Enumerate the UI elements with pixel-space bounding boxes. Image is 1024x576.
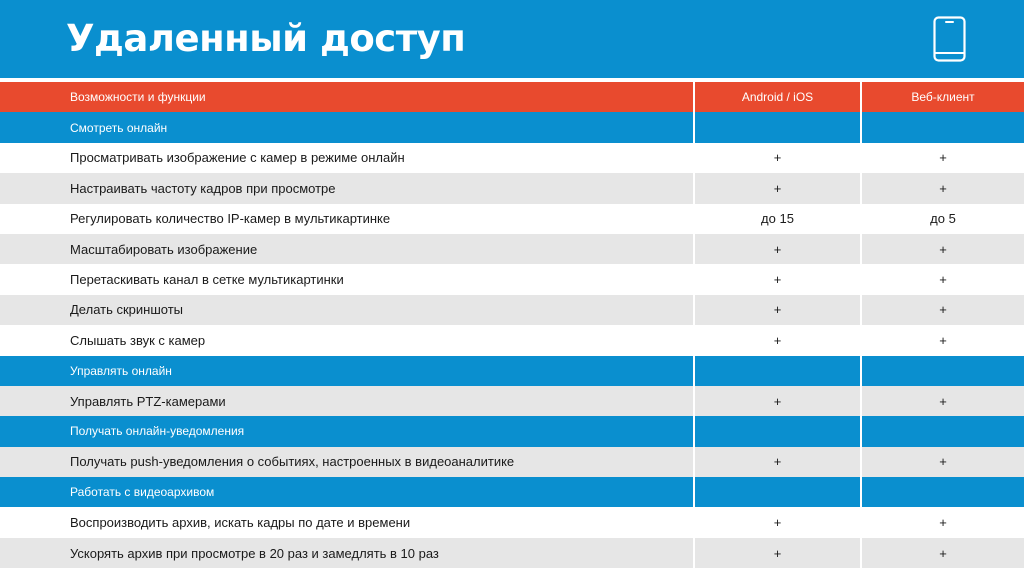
features-table — [0, 82, 1024, 568]
mobile-cell: + — [695, 386, 860, 416]
feature-cell: Настраивать частоту кадров при просмотре — [0, 173, 693, 203]
feature-cell: Перетаскивать канал в сетке мультикартинки — [0, 264, 693, 294]
page-title: Удаленный доступ — [66, 17, 466, 60]
web-cell: + — [862, 295, 1024, 325]
feature-cell: Регулировать количество IP-камер в мультикартинке — [0, 204, 693, 234]
feature-cell: Получать онлайн-уведомления — [0, 416, 693, 446]
table-row — [0, 204, 1024, 234]
web-cell: + — [862, 507, 1024, 537]
mobile-cell: + — [695, 143, 860, 173]
web-cell: + — [862, 325, 1024, 355]
mobile-cell: + — [695, 234, 860, 264]
table-row — [0, 447, 1024, 477]
smartphone-icon — [933, 16, 966, 62]
table-row — [0, 234, 1024, 264]
table-header-row — [0, 82, 1024, 112]
mobile-cell: + — [695, 447, 860, 477]
mobile-cell: + — [695, 507, 860, 537]
mobile-cell: + — [695, 325, 860, 355]
mobile-cell: + — [695, 264, 860, 294]
table-row — [0, 386, 1024, 416]
feature-cell: Делать скриншоты — [0, 295, 693, 325]
column-header-mobile: Android / iOS — [695, 82, 860, 112]
web-cell: + — [862, 447, 1024, 477]
table-row — [0, 295, 1024, 325]
feature-cell: Воспроизводить архив, искать кадры по дате и времени — [0, 507, 693, 537]
feature-cell: Работать с видеоархивом — [0, 477, 693, 507]
table-row — [0, 173, 1024, 203]
feature-cell: Смотреть онлайн — [0, 112, 693, 142]
table-row — [0, 264, 1024, 294]
mobile-cell: + — [695, 173, 860, 203]
web-cell: + — [862, 143, 1024, 173]
web-cell: + — [862, 538, 1024, 568]
web-cell: + — [862, 386, 1024, 416]
web-cell: + — [862, 264, 1024, 294]
web-cell: + — [862, 173, 1024, 203]
mobile-cell — [695, 477, 860, 507]
table-row — [0, 507, 1024, 537]
section-row — [0, 477, 1024, 507]
feature-cell: Управлять онлайн — [0, 356, 693, 386]
feature-cell: Просматривать изображение с камер в режиме онлайн — [0, 143, 693, 173]
feature-cell: Управлять PTZ-камерами — [0, 386, 693, 416]
mobile-cell: + — [695, 295, 860, 325]
feature-cell: Слышать звук с камер — [0, 325, 693, 355]
mobile-cell: до 15 — [695, 204, 860, 234]
column-header-features: Возможности и функции — [0, 82, 693, 112]
web-cell — [862, 416, 1024, 446]
section-row — [0, 112, 1024, 142]
web-cell: до 5 — [862, 204, 1024, 234]
feature-cell: Масштабировать изображение — [0, 234, 693, 264]
title-bar — [0, 0, 1024, 78]
mobile-cell — [695, 416, 860, 446]
table-row — [0, 325, 1024, 355]
feature-cell: Получать push-уведомления о событиях, настроенных в видеоаналитике — [0, 447, 693, 477]
table-row — [0, 538, 1024, 568]
mobile-cell: + — [695, 538, 860, 568]
feature-cell: Ускорять архив при просмотре в 20 раз и замедлять в 10 раз — [0, 538, 693, 568]
web-cell: + — [862, 234, 1024, 264]
section-row — [0, 416, 1024, 446]
section-row — [0, 356, 1024, 386]
table-row — [0, 143, 1024, 173]
column-header-web: Веб-клиент — [862, 82, 1024, 112]
web-cell — [862, 477, 1024, 507]
mobile-cell — [695, 356, 860, 386]
web-cell — [862, 356, 1024, 386]
mobile-cell — [695, 112, 860, 142]
web-cell — [862, 112, 1024, 142]
